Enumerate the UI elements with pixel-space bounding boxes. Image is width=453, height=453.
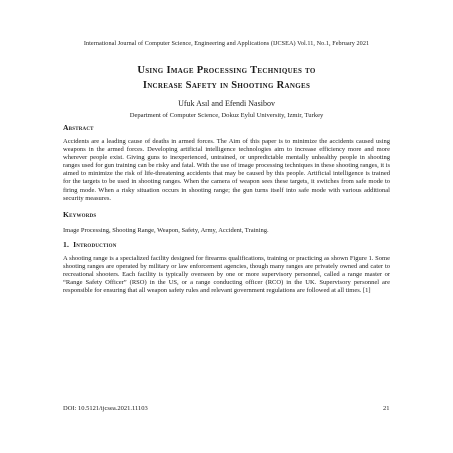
keywords-heading: Keywords bbox=[63, 210, 97, 219]
authors: Ufuk Asıl and Efendi Nasibov bbox=[178, 99, 275, 108]
footer-doi: DOI: 10.5121/ijcsea.2021.11103 bbox=[63, 405, 148, 412]
abstract-heading: Abstract bbox=[63, 123, 94, 132]
section-title: Introduction bbox=[73, 240, 117, 249]
title-line-1: Using Image Processing Techniques to bbox=[137, 65, 316, 76]
introduction-heading bbox=[63, 240, 117, 249]
abstract-text: Accidents are a leading cause of deaths in armed forces. The Aim of this paper is to minimize the accidents caused using weapons in the armed forces. Developing artificial intelligence technologies aim to increase efficiency more and more wherever people exist. Giving guns to inexperienced, untrained, or unpredictable mentally unhealthy people in shooting ranges used for gun training can be risky and fatal. With the use of image processing techniques in these shooting ranges, it is aimed to minimize the risk of life-threatening accidents that may be caused by this people. Artificial intelligence is trained for the targets to be used in shooting ranges. When the camera of weapon sees these targets, it switches from safe mode to firing mode. When a risky situation occurs in shooting range; the gun turns itself into safe mode with various additional security measures. bbox=[63, 138, 390, 202]
keywords-text: Image Processing, Shooting Range, Weapon, Safety, Army, Accident, Training. bbox=[63, 227, 269, 234]
introduction-text: A shooting range is a specialized facility designed for firearms qualifications, training or practicing as shown Figure 1. Some shooting ranges are operated by military or law enforcement agencies, though many ranges are privately owned and cater to recreational shooters. Each facility is typically overseen by one or more supervisory personnel, called a range master or “Range Safety Officer” (RSO) in the US, or a range conducting officer (RCO) in the UK. Supervisory personnel are responsible for ensuring that all weapon safety rules and relevant government regulations are followed at all times. [1] bbox=[63, 255, 390, 295]
title-line-2: Increase Safety in Shooting Ranges bbox=[142, 80, 311, 91]
journal-header: International Journal of Computer Science, Engineering and Applications (IJCSEA) Vol.11, No.1, February 2021 bbox=[83, 40, 370, 47]
section-number: 1. bbox=[63, 240, 70, 249]
paper-title bbox=[0, 63, 453, 93]
affiliation: Department of Computer Science, Dokuz Eylul University, Izmir, Turkey bbox=[129, 112, 324, 119]
page-number: 21 bbox=[383, 405, 390, 412]
